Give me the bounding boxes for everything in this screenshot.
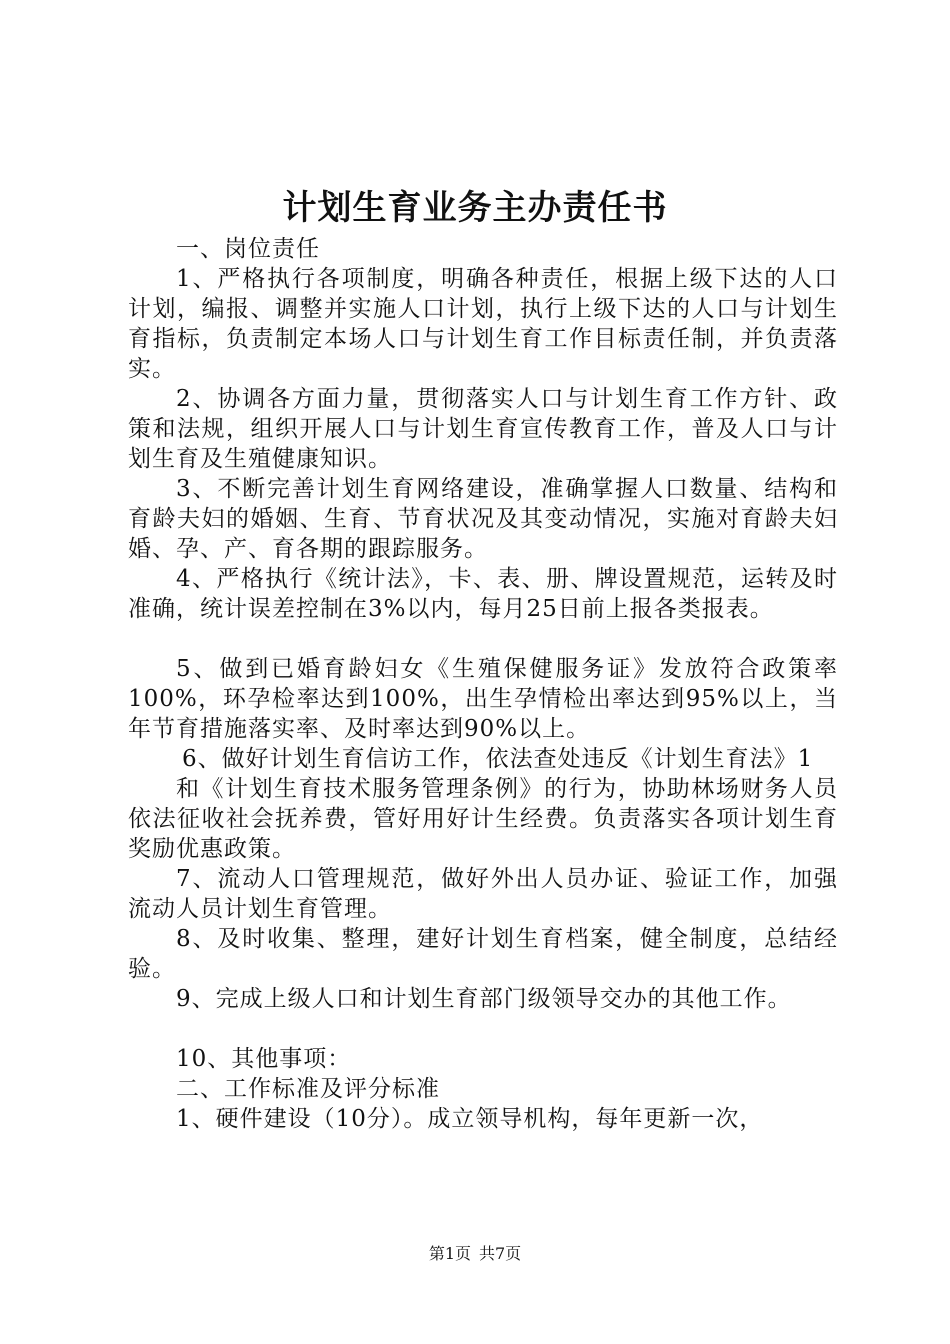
paragraph-item-1: 1、严格执行各项制度，明确各种责任，根据上级下达的人口计划，编报、调整并实施人口计划，执行上级下达的人口与计划生育指标，负责制定本场人口与计划生育工作目标责任制，并负责落实。 <box>128 266 838 382</box>
document-body <box>128 234 838 1134</box>
section-heading-standards: 二、工作标准及评分标准 <box>176 1076 440 1102</box>
paragraph-item-4: 4、严格执行《统计法》，卡、表、册、牌设置规范，运转及时准确，统计误差控制在3%以内，每月25日前上报各类报表。 <box>128 566 838 622</box>
page-number-total: 共7页 <box>479 1244 522 1263</box>
paragraph-item-10: 10、其他事项： <box>176 1046 352 1072</box>
paragraph-item-8: 8、及时收集、整理，建好计划生育档案，健全制度，总结经验。 <box>128 926 838 982</box>
document-title: 计划生育业务主办责任书 <box>282 188 668 228</box>
paragraph-item-6: 6、做好计划生育信访工作，依法查处违反《计划生育法》1 <box>182 746 814 772</box>
paragraph-standard-1: 1、硬件建设（10分）。成立领导机构，每年更新一次， <box>176 1106 764 1132</box>
page-number-current: 第1页 <box>428 1244 471 1263</box>
paragraph-item-6-continued: 和《计划生育技术服务管理条例》的行为，协助林场财务人员依法征收社会抚养费，管好用好计生经费。负责落实各项计划生育奖励优惠政策。 <box>128 776 838 862</box>
paragraph-item-3: 3、不断完善计划生育网络建设，准确掌握人口数量、结构和育龄夫妇的婚姻、生育、节育状况及其变动情况，实施对育龄夫妇婚、孕、产、育各期的跟踪服务。 <box>128 476 838 562</box>
page-footer <box>0 1243 950 1265</box>
paragraph-item-9: 9、完成上级人口和计划生育部门级领导交办的其他工作。 <box>176 986 792 1012</box>
paragraph-item-5: 5、做到已婚育龄妇女《生殖保健服务证》发放符合政策率100%，环孕检率达到100%，出生孕情检出率达到95%以上，当年节育措施落实率、及时率达到90%以上。 <box>128 656 838 742</box>
paragraph-item-7: 7、流动人口管理规范，做好外出人员办证、验证工作，加强流动人员计划生育管理。 <box>128 866 838 922</box>
paragraph-item-2: 2、协调各方面力量，贯彻落实人口与计划生育工作方针、政策和法规，组织开展人口与计划生育宣传教育工作，普及人口与计划生育及生殖健康知识。 <box>128 386 838 472</box>
section-heading-responsibilities: 一、岗位责任 <box>176 236 320 262</box>
